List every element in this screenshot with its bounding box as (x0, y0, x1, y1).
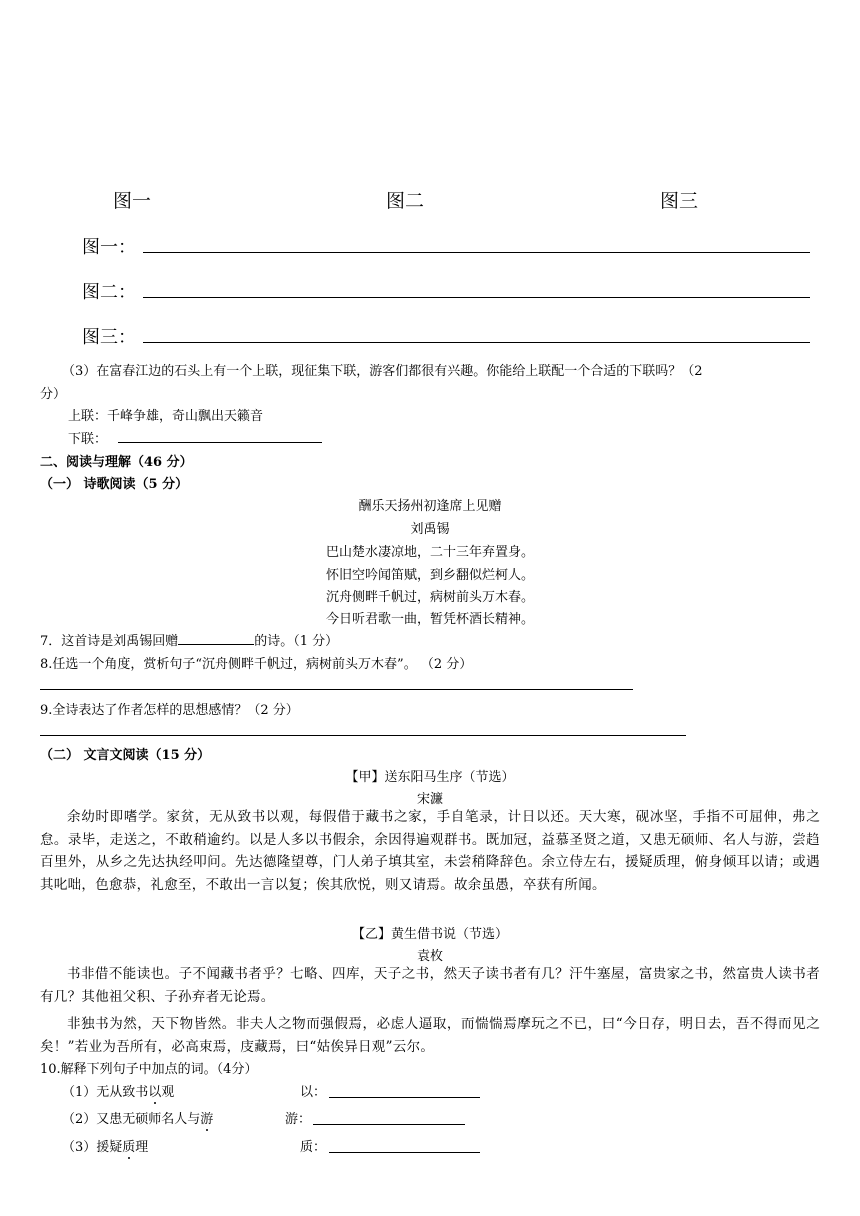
question-9: 9.全诗表达了作者怎样的思想感情？（2 分） (40, 703, 299, 718)
question-10-label-1: 以： (300, 1085, 327, 1100)
figure-title-2: 图二 (386, 190, 425, 212)
question-10-label-2: 游： (285, 1112, 312, 1127)
question-10-answer-line-3[interactable] (329, 1152, 480, 1153)
passage-yi-author: 袁枚 (416, 949, 443, 964)
poem-line-4: 今日听君歌一曲，暂凭杯酒长精神。 (325, 612, 534, 627)
passage-yi-title: 【乙】黄生借书说（节选） (351, 927, 508, 942)
poem-author: 刘禹锡 (410, 522, 450, 537)
poem-title: 酬乐天扬州初逢席上见赠 (358, 499, 502, 514)
question-10-answer-line-1[interactable] (329, 1097, 480, 1098)
question-9-answer-line[interactable] (40, 735, 686, 736)
question-10-label-3: 质： (300, 1140, 327, 1155)
item-3-text-end: 理 (135, 1140, 149, 1155)
poem-line-3: 沉舟侧畔千帆过，病树前头万木春。 (325, 590, 534, 605)
couplet-lower-label: 下联： (68, 432, 108, 447)
item-1-text: （1）无从致书 (62, 1085, 149, 1100)
figure-answer-line-3[interactable] (143, 342, 810, 343)
question-7 (40, 630, 338, 649)
question-7-text-b: 的诗。（1 分） (254, 634, 339, 649)
passage-jia-author: 宋濂 (416, 792, 443, 807)
item-1-text-end: 观 (161, 1085, 175, 1100)
poem-line-1: 巴山楚水凄凉地，二十三年弃置身。 (325, 545, 534, 560)
figure-answer-line-1[interactable] (143, 252, 810, 253)
question-3-text: （3）在富春江边的石头上有一个上联，现征集下联，游客们都很有兴趣。你能给上联配一个合适的下联吗？（2 (62, 364, 703, 379)
question-3-text-cont: 分） (40, 387, 67, 402)
poem-line-2: 怀旧空吟闻笛赋，到乡翻似烂柯人。 (325, 568, 534, 583)
question-10-item-1 (62, 1081, 174, 1100)
question-7-blank[interactable] (178, 630, 254, 645)
item-1-dotted-word: 以 (148, 1085, 162, 1100)
figure-title-3: 图三 (660, 190, 699, 212)
figure-answer-label-1: 图一： (82, 237, 136, 258)
couplet-lower-line[interactable] (118, 442, 322, 443)
item-3-text: （3）援疑 (62, 1140, 123, 1155)
question-10-answer-line-2[interactable] (313, 1124, 465, 1125)
passage-jia-text: 余幼时即嗜学。家贫，无从致书以观，每假借于藏书之家，手自笔录，计日以还。天大寒，砚冰坚，手指不可屈伸，弗之怠。录毕，走送之，不敢稍逾约。以是人多以书假余，余因得遍观群书。既加冠，益慕圣贤之道，又患无硕师、名人与游，尝趋百里外，从乡之先达执经叩问。先达德隆望尊，门人弟子填其室，未尝稍降辞色。余立侍左右，援疑质理，俯身倾耳以请；或遇其叱咄，色愈恭，礼愈至，不敢出一言以复；俟其欣悦，则又请焉。故余虽愚，卒获有所闻。 (40, 809, 820, 893)
section-poetry-title: （一） 诗歌阅读（5 分） (40, 477, 189, 492)
question-7-text-a: 7．这首诗是刘禹锡回赠 (40, 634, 179, 649)
figure-answer-line-2[interactable] (143, 297, 810, 298)
question-8: 8.任选一个角度，赏析句子“沉舟侧畔千帆过，病树前头万木春”。 （2 分） (40, 657, 473, 672)
question-8-answer-line[interactable] (40, 689, 633, 690)
passage-jia-title: 【甲】送东阳马生序（节选） (345, 770, 515, 785)
section-classical-title: （二） 文言文阅读（15 分） (40, 748, 211, 763)
item-2-text: （2）又患无硕师名人与 (62, 1112, 201, 1127)
item-2-dotted-word: 游 (200, 1112, 214, 1127)
section-2-title: 二、阅读与理解（46 分） (40, 455, 193, 470)
question-10-item-3 (62, 1136, 148, 1155)
passage-yi-paragraph-1: 书非借不能读也。子不闻藏书者乎？七略、四库，天子之书，然天子读书者有几？汗牛塞屋，富贵家之书，然富贵人读书者有几？其他祖父积、子孙弃者无论焉。 (40, 966, 820, 1005)
question-10-title: 10.解释下列句子中加点的词。（4分） (40, 1062, 258, 1077)
figure-answer-label-3: 图三： (82, 327, 136, 348)
item-3-dotted-word: 质 (122, 1140, 136, 1155)
figure-title-1: 图一 (113, 190, 152, 212)
figure-answer-label-2: 图二： (82, 282, 136, 303)
couplet-upper: 上联：千峰争雄，奇山飘出天籁音 (68, 409, 264, 424)
question-10-item-2 (62, 1108, 213, 1127)
passage-yi-paragraph-2: 非独书为然，天下物皆然。非夫人之物而强假焉，必虑人逼取，而惴惴焉摩玩之不已，曰“今日存，明日去，吾不得而见之矣！”若业为吾所有，必高束焉，庋藏焉，曰“姑俟异日观”云尔。 (40, 1016, 820, 1055)
